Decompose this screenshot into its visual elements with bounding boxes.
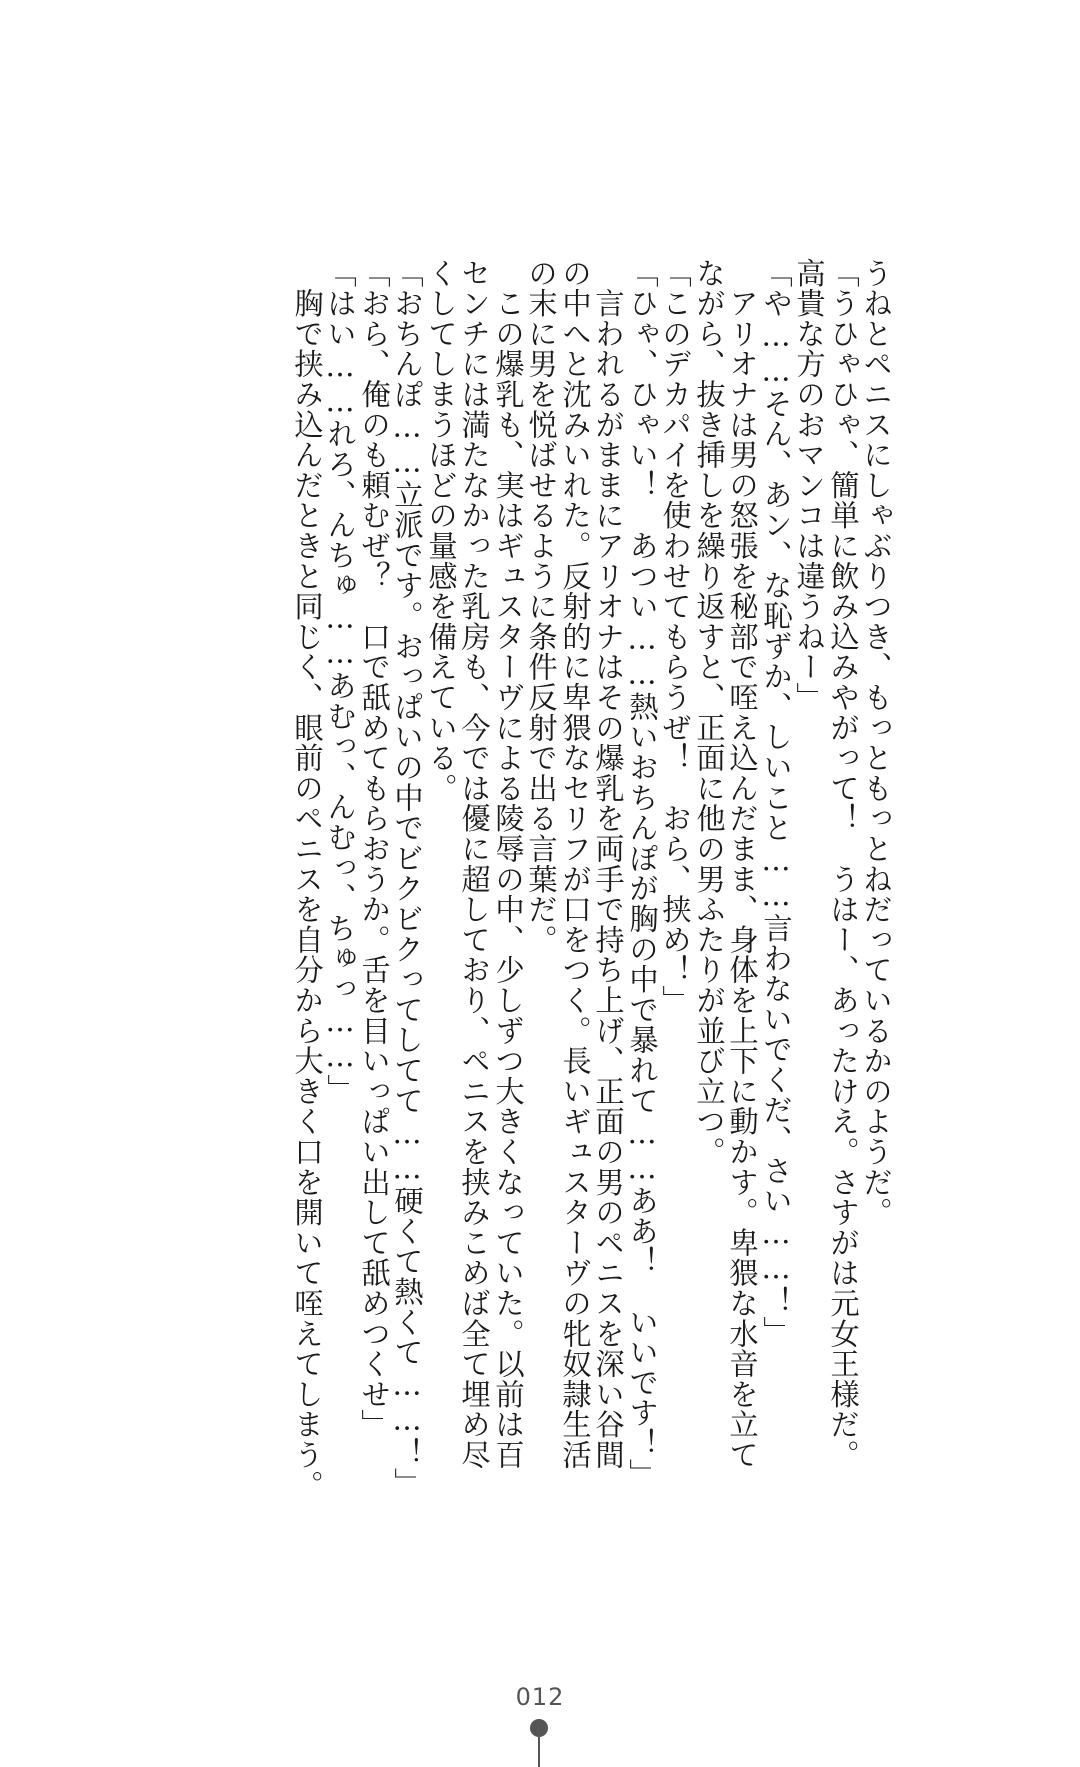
text-line: 「や……そん、あン、な恥ずか、しいこと……言わないでくだ、さい……！」 xyxy=(759,258,793,1347)
text-line: 「おら、俺のも頼むぜ？ 口で舐めてもらおうか。舌を目いっぱい出して舐めつくせ」 xyxy=(357,258,391,1440)
page-marker-line xyxy=(538,1737,540,1767)
text-line: の中へと沈みいれた。反射的に卑猥なセリフが口をつく。長いギュスターヴの牝奴隷生活 xyxy=(558,258,592,1470)
text-line: 「うひゃひゃ、簡単に飲み込みやがって！ うはー、あったけえ。さすがは元女王様だ。 xyxy=(826,258,860,1470)
text-line: の末に男を悦ばせるように条件反射で出る言葉だ。 xyxy=(524,258,558,955)
text-line: 胸で挟み込んだときと同じく、眼前のペニスを自分から大きく口を開いて咥えてしまう。 xyxy=(290,258,324,1501)
text-line: ながら、抜き挿しを繰り返すと、正面に他の男ふたりが並び立つ。 xyxy=(692,258,726,1167)
text-line: 「このデカパイを使わせてもらうぜ！ おら、挟め！」 xyxy=(658,258,692,1016)
text-line: 高貴な方のおマンコは違うねー」 xyxy=(792,258,826,713)
text-line: くしてしまうほどの量感を備えている。 xyxy=(424,258,458,804)
text-line: 言われるがままにアリオナはその爆乳を両手で持ち上げ、正面の男のペニスを深い谷間 xyxy=(591,258,625,1470)
page-marker-dot-icon xyxy=(530,1719,548,1737)
text-line: この爆乳も、実はギュスターヴによる陵辱の中、少しずつ大きくなっていた。以前は百 xyxy=(491,258,525,1470)
text-line: うねとペニスにしゃぶりつき、もっともっとねだっているかのようだ。 xyxy=(859,258,893,1228)
text-line: アリオナは男の怒張を秘部で咥え込んだまま、身体を上下に動かす。卑猥な水音を立て xyxy=(725,258,759,1470)
text-line: 「おちんぽ……立派です。おっぱいの中でビクビクってしてて……硬くて熱くて……！」 xyxy=(390,258,424,1499)
text-line: センチには満たなかった乳房も、今では優に超しており、ペニスを挟みこめば全て埋め尽 xyxy=(457,258,491,1470)
text-line: 「ひゃ、ひゃい！ あつい……熱いおちんぽが胸の中で暴れて……ああ！ いいです！」 xyxy=(625,258,659,1489)
page-number: 012 xyxy=(515,1683,565,1711)
text-line: 「はい……れろ、んちゅ……あむっ、んむっ、ちゅっ……」 xyxy=(323,258,357,1105)
